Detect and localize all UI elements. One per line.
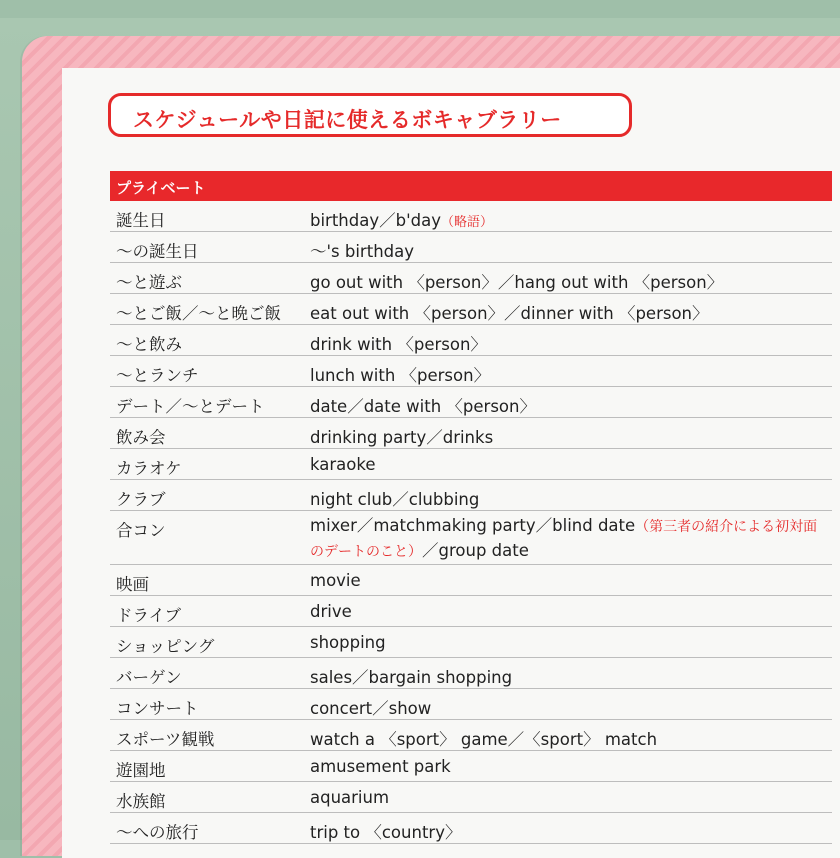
english-term: drive — [310, 602, 352, 621]
table-row — [110, 813, 832, 844]
english-term: drinking party／drinks — [310, 428, 494, 447]
english-term: amusement park — [310, 757, 451, 776]
japanese-term: 合コン — [116, 521, 166, 540]
table-row — [110, 565, 832, 596]
table-row — [110, 232, 832, 263]
english-term: watch a 〈sport〉 game／〈sport〉 match — [310, 730, 658, 749]
english-term: go out with 〈person〉／hang out with 〈person〉 — [310, 273, 724, 292]
table-row — [110, 511, 832, 565]
english-term: sales／bargain shopping — [310, 668, 513, 687]
table-row — [110, 480, 832, 511]
english-term: birthday／b'day（略語） — [310, 211, 493, 230]
english-term: eat out with 〈person〉／dinner with 〈person〉 — [310, 304, 709, 323]
section-title: プライベート — [116, 179, 206, 197]
japanese-term: バーゲン — [116, 668, 182, 687]
japanese-term: ～とご飯／～と晩ご飯 — [116, 304, 281, 323]
table-row — [110, 627, 832, 658]
table-row — [110, 418, 832, 449]
page-title: スケジュールや日記に使えるボキャブラリー — [133, 108, 562, 132]
japanese-term: カラオケ — [116, 459, 182, 478]
japanese-term: 誕生日 — [116, 211, 166, 230]
english-term: ～'s birthday — [310, 242, 414, 261]
japanese-term: クラブ — [116, 490, 166, 509]
title-box — [108, 93, 632, 137]
english-term: concert／show — [310, 699, 432, 718]
japanese-term: 遊園地 — [116, 761, 166, 780]
english-term: trip to 〈country〉 — [310, 823, 462, 842]
table-row — [110, 294, 832, 325]
table-row — [110, 782, 832, 813]
table-row — [110, 201, 832, 232]
japanese-term: ～への旅行 — [116, 823, 199, 842]
japanese-term: ～の誕生日 — [116, 242, 199, 261]
japanese-term: コンサート — [116, 699, 199, 718]
japanese-term: 飲み会 — [116, 428, 166, 447]
table-row — [110, 356, 832, 387]
english-term: date／date with 〈person〉 — [310, 397, 536, 416]
english-term: movie — [310, 571, 361, 590]
japanese-term: ～と遊ぶ — [116, 273, 182, 292]
table-row — [110, 325, 832, 356]
japanese-term: 映画 — [116, 575, 149, 594]
japanese-term: ショッピング — [116, 637, 215, 656]
table-row — [110, 751, 832, 782]
japanese-term: ドライブ — [116, 606, 182, 625]
table-row — [110, 658, 832, 689]
japanese-term: デート／～とデート — [116, 397, 265, 416]
english-term: aquarium — [310, 788, 390, 807]
term-note: （第三者の紹介による初対面のデートのこと） — [310, 519, 818, 560]
english-term: mixer／matchmaking party／blind date（第三者の紹介による初対面のデートのこと）／group date — [310, 516, 818, 560]
table-row — [110, 263, 832, 294]
term-note: （略語） — [440, 215, 493, 230]
japanese-term: ～とランチ — [116, 366, 199, 385]
english-term: lunch with 〈person〉 — [310, 366, 491, 385]
english-term: drink with 〈person〉 — [310, 335, 487, 354]
table-row — [110, 387, 832, 418]
table-row — [110, 596, 832, 627]
japanese-term: 水族館 — [116, 792, 166, 811]
japanese-term: ～と飲み — [116, 335, 182, 354]
english-term: karaoke — [310, 455, 376, 474]
japanese-term: スポーツ観戦 — [116, 730, 215, 749]
english-term: night club／clubbing — [310, 490, 480, 509]
vocabulary-table — [110, 201, 832, 844]
table-row — [110, 720, 832, 751]
english-term: shopping — [310, 633, 386, 652]
table-row — [110, 689, 832, 720]
table-row — [110, 449, 832, 480]
section-header — [110, 171, 832, 201]
